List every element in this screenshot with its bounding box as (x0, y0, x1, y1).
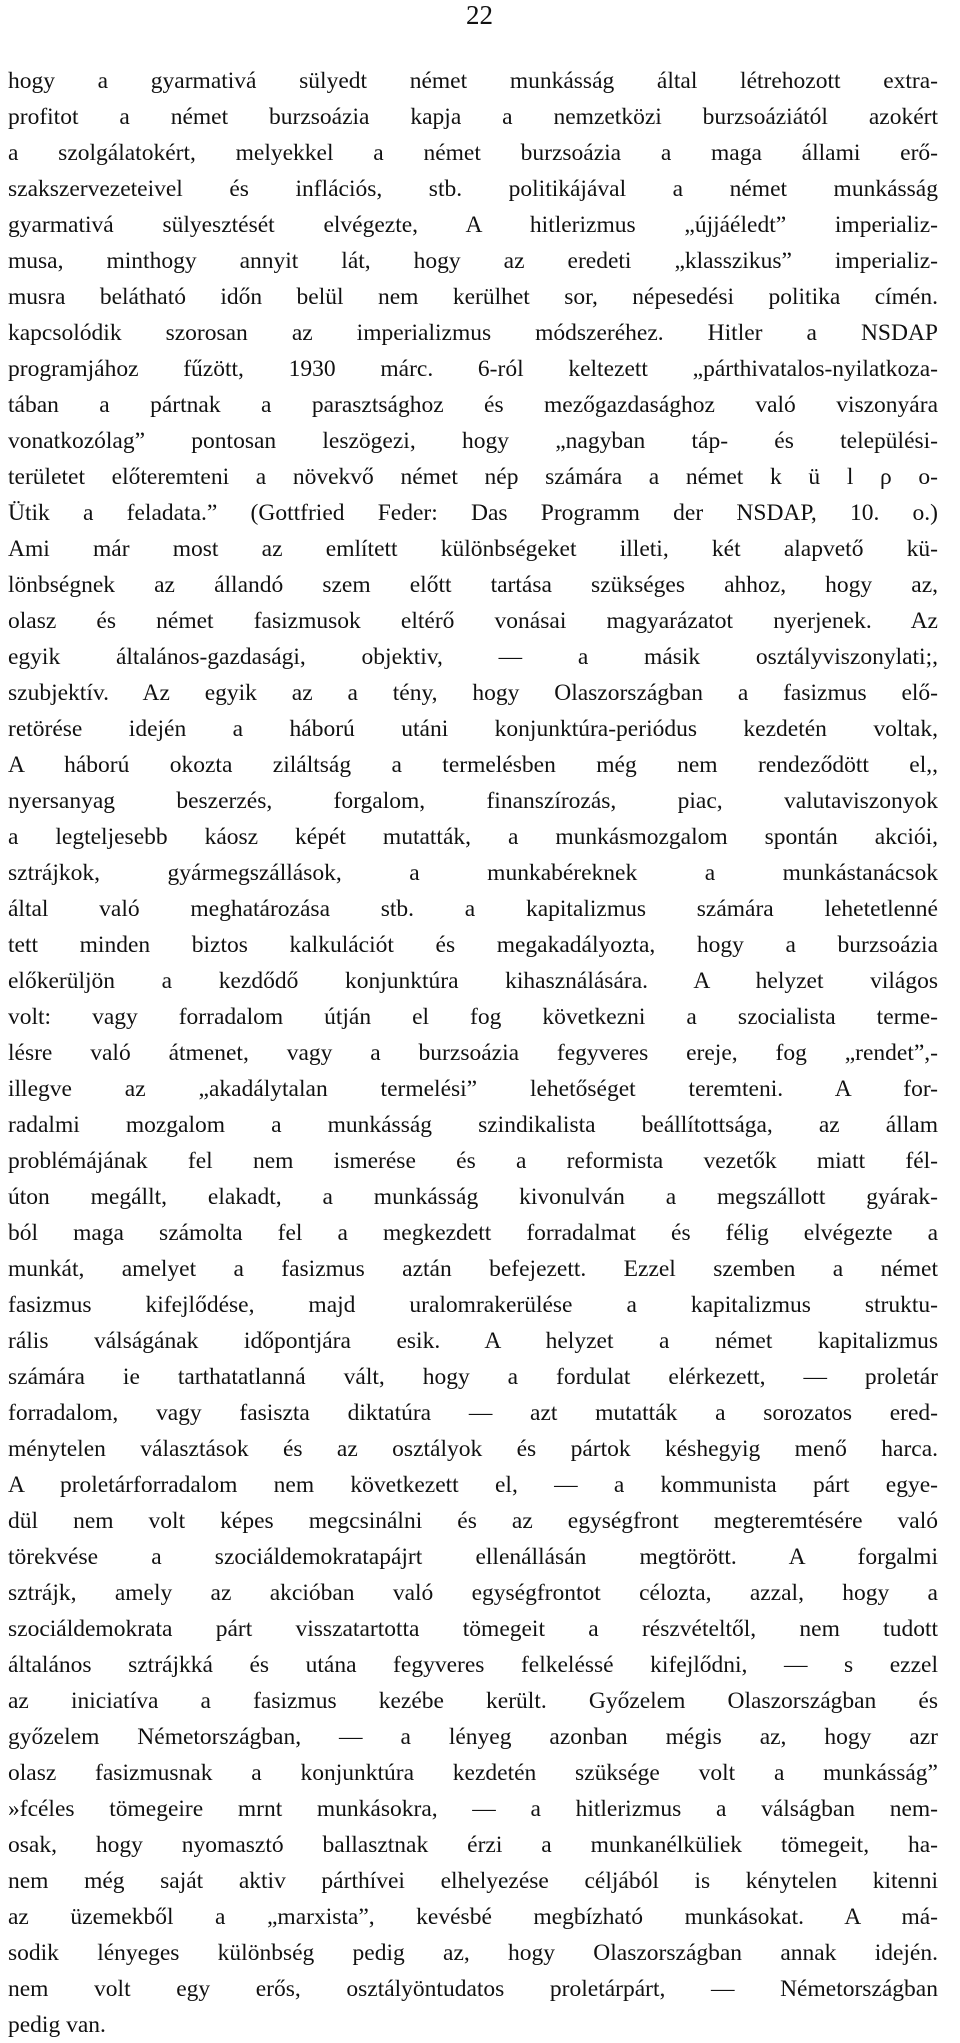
text-line: profitot a német burzsoázia kapja a nemzetközi burzsoáziától azokért (8, 104, 938, 130)
text-line: sztrájk, amely az akcióban való egységfrontot célozta, azzal, hogy a (8, 1580, 938, 1606)
text-line: által való meghatározása stb. a kapitalizmus számára lehetetlenné (8, 896, 938, 922)
text-line: a legteljesebb káosz képét mutatták, a munkásmozgalom spontán akciói, (8, 824, 938, 850)
text-line: győzelem Németországban, — a lényeg azonban mégis az, hogy azr (8, 1724, 938, 1750)
text-line: egyik általános-gazdasági, objektiv, — a másik osztályviszonylati;, (8, 644, 938, 670)
text-line: pedig van. (8, 2012, 106, 2038)
text-line: ból maga számolta fel a megkezdett forradalmat és félig elvégezte a (8, 1220, 938, 1246)
body-text (8, 63, 938, 2043)
text-line: volt: vagy forradalom útján el fog következni a szocialista terme- (8, 1004, 938, 1030)
text-line: problémájának fel nem ismerése és a reformista vezetők miatt fél- (8, 1148, 938, 1174)
text-line: programjához fűzött, 1930 márc. 6-ról keltezett „párthivatalos-nyilatkoza- (8, 356, 938, 382)
text-line: szakszervezeteivel és inflációs, stb. politikájával a német munkásság (8, 176, 938, 202)
text-line: a szolgálatokért, melyekkel a német burzsoázia a maga állami erő- (8, 140, 938, 166)
text-line: lésre való átmenet, vagy a burzsoázia fegyveres ereje, fog „rendet”,- (8, 1040, 938, 1066)
text-line: munkát, amelyet a fasizmus aztán befejezett. Ezzel szemben a német (8, 1256, 938, 1282)
text-line: olasz fasizmusnak a konjunktúra kezdetén szüksége volt a munkásság” (8, 1760, 938, 1786)
text-line: nyersanyag beszerzés, forgalom, finanszírozás, piac, valutaviszonyok (8, 788, 938, 814)
text-line: lönbségnek az állandó szem előtt tartása szükséges ahhoz, hogy az, (8, 572, 938, 598)
text-line: forradalom, vagy fasiszta diktatúra — azt mutatták a sorozatos ered- (8, 1400, 938, 1426)
text-line: törekvése a szociáldemokratapájrt ellenállásán megtörött. A forgalmi (8, 1544, 938, 1570)
text-line: A proletárforradalom nem következett el, — a kommunista párt egye- (8, 1472, 938, 1498)
text-line: »fcéles tömegeire mrnt munkásokra, — a hitlerizmus a válságban nem- (8, 1796, 938, 1822)
text-line: úton megállt, elakadt, a munkásság kivonulván a megszállott gyárak- (8, 1184, 938, 1210)
text-line: Ütik a feladata.” (Gottfried Feder: Das Programm der NSDAP, 10. o.) (8, 500, 938, 526)
text-line: musra belátható időn belül nem kerülhet sor, népesedési politika címén. (8, 284, 938, 310)
text-line: ménytelen választások és az osztályok és pártok késhegyig menő harca. (8, 1436, 938, 1462)
text-line: az iniciatíva a fasizmus kezébe került. Győzelem Olaszországban és (8, 1688, 938, 1714)
text-line: területet előteremteni a növekvő német nép számára a német k ü l ρ o- (8, 464, 938, 490)
text-line: előkerüljön a kezdődő konjunktúra kihasználására. A helyzet világos (8, 968, 938, 994)
text-line: Ami már most az említett különbségeket illeti, két alapvető kü- (8, 536, 938, 562)
text-line: dül nem volt képes megcsinálni és az egységfront megteremtésére való (8, 1508, 938, 1534)
text-line: rális válságának időpontjára esik. A helyzet a német kapitalizmus (8, 1328, 938, 1354)
text-line: vonatkozólag” pontosan leszögezi, hogy „nagyban táp- és települési- (8, 428, 938, 454)
text-line: A háború okozta ziláltság a termelésben még nem rendeződött el,, (8, 752, 938, 778)
text-line: kapcsolódik szorosan az imperializmus módszeréhez. Hitler a NSDAP (8, 320, 938, 346)
text-line: retörése idején a háború utáni konjunktúra-periódus kezdetén voltak, (8, 716, 938, 742)
text-line: általános sztrájkká és utána fegyveres felkeléssé kifejlődni, — s ezzel (8, 1652, 938, 1678)
text-line: hogy a gyarmativá sülyedt német munkásság által létrehozott extra- (8, 68, 938, 94)
text-line: illegve az „akadálytalan termelési” lehetőséget teremteni. A for- (8, 1076, 938, 1102)
text-line: sztrájkok, gyármegszállások, a munkabéreknek a munkástanácsok (8, 860, 938, 886)
text-line: radalmi mozgalom a munkásság szindikalista beállítottsága, az állam (8, 1112, 938, 1138)
text-line: olasz és német fasizmusok eltérő vonásai magyarázatot nyerjenek. Az (8, 608, 938, 634)
text-line: nem még saját aktiv párthívei elhelyezése céljából is kénytelen kitenni (8, 1868, 938, 1894)
text-line: tában a pártnak a parasztsághoz és mezőgazdasághoz való viszonyára (8, 392, 938, 418)
page-number: 22 (466, 0, 493, 30)
text-line: szociáldemokrata párt visszatartotta tömegeit a részvételtől, nem tudott (8, 1616, 938, 1642)
text-line: gyarmativá sülyesztését elvégezte, A hitlerizmus „újjáéledt” imperializ- (8, 212, 938, 238)
text-line: fasizmus kifejlődése, majd uralomrakerülése a kapitalizmus struktu- (8, 1292, 938, 1318)
text-line: musa, minthogy annyit lát, hogy az eredeti „klasszikus” imperializ- (8, 248, 938, 274)
text-line: tett minden biztos kalkulációt és megakadályozta, hogy a burzsoázia (8, 932, 938, 958)
text-line: sodik lényeges különbség pedig az, hogy Olaszországban annak idején. (8, 1940, 938, 1966)
text-line: az üzemekből a „marxista”, kevésbé megbízható munkásokat. A má- (8, 1904, 938, 1930)
text-line: számára ie tarthatatlanná vált, hogy a fordulat elérkezett, — proletár (8, 1364, 938, 1390)
text-line: nem volt egy erős, osztályöntudatos proletárpárt, — Németországban (8, 1976, 938, 2002)
text-line: osak, hogy nyomasztó ballasztnak érzi a munkanélküliek tömegeit, ha- (8, 1832, 938, 1858)
text-line: szubjektív. Az egyik az a tény, hogy Olaszországban a fasizmus elő- (8, 680, 938, 706)
